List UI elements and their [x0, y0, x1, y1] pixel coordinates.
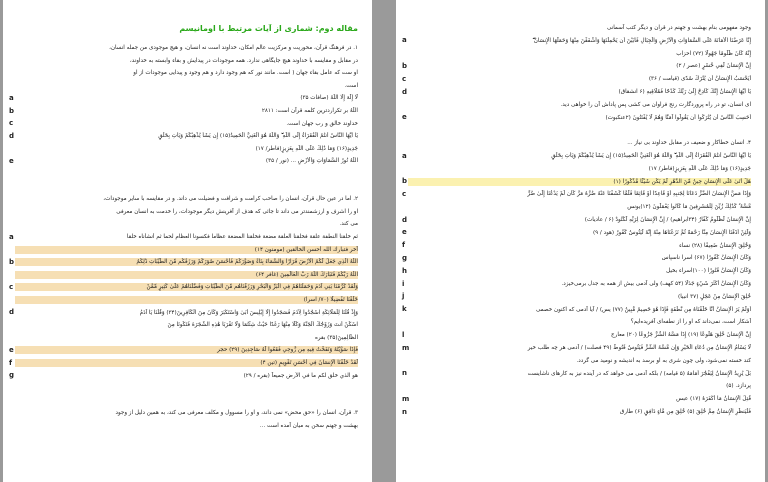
text-line: بَلْ يُرِيدُ الْإِنسَانُ لِيَفْجُرَ أَمَامَهُ (۵ قیامه) / بلکه آدمی می خواهد که در آینده نیز به کارهای ناشایست [527, 370, 751, 377]
text-line: اسْكُنْ أَنتَ وَزَوْجُكَ الْجَنَّةَ وَكُلَا مِنْهَا رَغَدًا حَيْثُ شِئْتُمَا وَلَا تَقْرَبَا هَٰذِهِ الشَّجَرَةَ فَتَكُونَا مِنَ [167, 322, 358, 329]
text-line: آشکار است، نمی‌داند که او را از نطفه‌ای آفریده‌ایم؟ [630, 319, 751, 326]
text-line: فَلْيَنظُرِ الْإِنسَانُ مِمَّ خُلِقَ (۵) خُلِقَ مِن مَّاءٍ دَافِقٍ (۶) طارق [619, 409, 751, 415]
list-marker: d [402, 215, 408, 224]
list-marker: a [402, 36, 407, 45]
text-line: اللَّهُ الَّذِي جَعَلَ لَكُمُ الْأَرْضَ قَرَارًا وَالسَّمَاءَ بِنَاءً وَصَوَّرَكُمْ فَأَحْسَنَ صُوَرَكُمْ وَرَزَقَكُم مِّنَ الطَّيِّبَاتِ ذَٰلِكُمُ [15, 258, 358, 266]
text-line: لَا يَسْأَمُ الْإِنسَانُ مِن دُعَاءِ الْخَيْرِ وَإِن مَّسَّهُ الشَّرُّ فَيَئُوسٌ قَنُوطٌ (۴۹ فصلت) / آدمی هر چه طلب خیر [527, 345, 751, 351]
text-line: لَا إِلَٰهَ إِلَّا اللَّهُ (صافات ۳۵) [300, 95, 358, 102]
text-line: وَكَانَ الْإِنسَانُ أَكْثَرَ شَيْءٍ جَدَلًا (۵۴ کهف) ولی آدمی بیش از همه به جدل برمی‌خیزد. [561, 281, 751, 287]
text-line: أَوَلَمْ يَرَ الْإِنسَانُ أَنَّا خَلَقْنَاهُ مِن نُّطْفَةٍ فَإِذَا هُوَ خَصِيمٌ مُّبِينٌ (۷۷) یس) / آیا آدمی که اکنون خصمی [536, 306, 751, 313]
list-marker: k [402, 305, 407, 314]
list-marker: d [9, 308, 15, 317]
list-marker: i [402, 279, 405, 288]
text-line: وَخُلِقَ الْإِنسَانُ ضَعِيفًا (۲۸) نساء [679, 242, 751, 249]
list-marker: a [9, 93, 14, 102]
list-marker: e [402, 228, 407, 237]
text-line: إِنَّا عَرَضْنَا الْأَمَانَةَ عَلَى السَّمَاوَاتِ وَالْأَرْضِ وَالْجِبَالِ فَأَبَيْنَ أَن يَحْمِلْنَهَا وَأَشْفَقْنَ مِنْهَا وَحَمَلَهَا الْإِنسَانُ ۖ [532, 37, 751, 44]
list-marker: c [9, 282, 14, 291]
list-marker: j [402, 292, 405, 301]
text-line: پردازد. (۵) [726, 383, 751, 390]
text-line: بهشت و جهنم سخن به میان آمده است ... [259, 423, 358, 429]
list-marker: g [9, 371, 15, 380]
text-line: إِنَّ الْإِنسَانَ خُلِقَ هَلُوعًا (۱۹) إِذَا مَسَّهُ الشَّرُّ جَزُوعًا (۲۰) معارج [611, 332, 751, 339]
text-line: فَإِذَا سَوَّيْتُهُ وَنَفَخْتُ فِيهِ مِن رُّوحِي فَقَعُوا لَهُ سَاجِدِينَ (۲۹) حجر [15, 346, 358, 354]
list-marker: n [402, 407, 407, 416]
text-line: إِنَّ الْإِنسَانَ لَفِي خُسْرٍ (عصر / ۲) [676, 63, 751, 70]
text-line: يَا أَيُّهَا الْإِنسَانُ إِنَّكَ كَادِحٌ إِلَىٰ رَبِّكَ كَدْحًا فَمُلَاقِيهِ (۶ انشقاق) [618, 89, 751, 95]
text-line: جَدِيدٍ(۱۶) وَمَا ذَٰلِكَ عَلَى اللَّهِ بِعَزِيزٍ(فاطر/ ۱۷) [255, 145, 358, 152]
list-marker: b [9, 257, 15, 266]
text-line: وَإِذْ قُلْنَا لِلْمَلَائِكَةِ اسْجُدُوا لِآدَمَ فَسَجَدُوا إِلَّا إِبْلِيسَ أَبَىٰ وَاسْتَكْبَرَ وَكَانَ مِنَ الْكَافِرِينَ(۳۴) وَقُلْنَا يَا آدَمُ [139, 309, 358, 316]
right-page [396, 0, 765, 482]
list-marker: m [402, 394, 410, 403]
list-marker: l [402, 330, 405, 339]
list-marker: a [9, 232, 14, 241]
text-line: هو الذي خلق لكم ما في الأرض جميعاً (بقره / ۲۹) [243, 372, 358, 379]
list-marker: c [402, 74, 407, 83]
text-line: اللَّهُ رَبُّكُمْ فَتَبَارَكَ اللَّهُ رَبُّ الْعَالَمِينَ (غافر ۶۴) [15, 271, 358, 279]
list-marker: e [9, 345, 14, 354]
text-line: در مقابل و مقایسه با خداوند هیچ جایگاهی ندارد. همه موجودات در پیدایش و بقاء وابسته به خداوند، [129, 57, 358, 64]
list-marker: g [402, 253, 408, 262]
text-line: وَإِذَا مَسَّ الْإِنسَانَ الضُّرُّ دَعَانَا لِجَنبِهِ أَوْ قَاعِدًا أَوْ قَائِمًا فَلَمَّا كَشَفْنَا عَنْهُ ضُرَّهُ مَرَّ كَأَن لَّمْ يَدْعُنَا إِلَىٰ ضُرٍّ [527, 191, 751, 198]
list-marker: d [9, 131, 15, 140]
text-line: لَقَدْ خَلَقْنَا الْإِنسَانَ فِي أَحْسَنِ تَقْوِيمٍ (تین ۴) [15, 359, 358, 367]
text-line: می کند. [339, 221, 358, 228]
list-marker: a [402, 151, 407, 160]
text-line: اللَّهُ نُورُ السَّمَاوَاتِ وَالْأَرْضِ ... (نور / ۳۵) [265, 158, 358, 165]
text-line: وَلَقَدْ كَرَّمْنَا بَنِي آدَمَ وَحَمَلْنَاهُمْ فِي الْبَرِّ وَالْبَحْرِ وَرَزَقْنَاهُم مِّنَ الطَّيِّبَاتِ وَفَضَّلْنَاهُمْ عَلَىٰ كَثِيرٍ مِّمَّنْ [15, 283, 358, 291]
list-marker: h [402, 266, 407, 275]
text-line: هَلْ أَتَىٰ عَلَى الْإِنسَانِ حِينٌ مِّنَ الدَّهْرِ لَمْ يَكُن شَيْئًا مَّذْكُورًا (۱) [408, 178, 751, 186]
list-marker: b [402, 61, 408, 70]
list-marker: e [402, 113, 407, 122]
list-marker: b [402, 177, 408, 186]
text-line: جَدِيدٍ(۱۶) وَمَا ذَٰلِكَ عَلَى اللَّهِ بِعَزِيزٍ(فاطر/ ۱۷) [648, 165, 751, 172]
article-title: مقاله دوم: شماری از آیات مرتبط با اومانیسم [179, 24, 358, 33]
list-marker: b [9, 106, 15, 115]
text-line: أَيَحْسَبُ الْإِنسَانُ أَن يُتْرَكَ سُدًى (قیامت / ۳۶) [648, 76, 751, 83]
text-line: ۲. اما در عین حال قرآن، انسان را صاحب کرامت و شرافت و فضیلت می داند. و در مقایسه با سایر موجودات، [103, 196, 358, 203]
text-line: الظَّالِمِينَ(۳۵) بقره [314, 334, 358, 341]
text-line: ۱. در فرهنگ قرآن، محوریت و مرکزیت عالم امکان، خداوند است نه انسان، و هیچ موجودی من جمله انسان، [109, 45, 358, 51]
text-line: او را اشرف و ارزشمندتر می داند تا جائی که هدف از آفرینش دیگر موجودات، را خدمت به انسان معرفی [116, 208, 358, 215]
list-marker: c [9, 119, 14, 128]
text-line: قُتِلَ الْإِنسَانُ مَا أَكْفَرَهُ (۱۷) عبس [676, 396, 751, 403]
text-line: ای انسان، تو در راه پروردگارت رنج فراوان می کشی پس پاداش آن را خواهی دید. [560, 101, 751, 108]
list-marker: d [402, 87, 408, 96]
text-line: يَا أَيُّهَا النَّاسُ أَنتُمُ الْفُقَرَاءُ إِلَى اللَّهِ ۖ وَاللَّهُ هُوَ الْغَنِيُّ الْحَمِيدُ(۱۵) إِن يَشَأْ يُذْهِبْكُمْ وَيَأْتِ بِخَلْقٍ [158, 133, 358, 140]
text-line: خداوند خالق و رب جهان است. [286, 120, 358, 127]
text-line: آخر فتبارك الله أحسن الخالقين (مومنون ۱۴) [15, 246, 358, 254]
text-line: يَا أَيُّهَا النَّاسُ أَنتُمُ الْفُقَرَاءُ إِلَى اللَّهِ ۖ وَاللَّهُ هُوَ الْغَنِيُّ الْحَمِيدُ(۱۵) إِن يَشَأْ يُذْهِبْكُمْ وَيَأْتِ بِخَلْقٍ [551, 153, 751, 159]
text-line: وَكَانَ الْإِنسَانُ قَتُورًا (۱۰۰)اسراء بخیل [666, 268, 751, 275]
text-line: خُلِقَ الْإِنسَانُ مِنْ عَجَلٍ (۳۷ انبیا) [678, 293, 751, 300]
text-line: ۴. انسان خطاکار و ضعیف در مقابل خداوند بی نیاز ... [627, 140, 751, 147]
list-marker: e [9, 156, 14, 165]
text-line: است. [344, 82, 358, 89]
text-line: أَحَسِبَ النَّاسُ أَن يُتْرَكُوا أَن يَقُولُوا آمَنَّا وَهُمْ لَا يُفْتَنُونَ (۲عنكبوت) [605, 114, 751, 121]
text-line: ثم خلقنا النطفة علقة فخلقنا العلقة مضغة فخلقنا المضغة عظاما فكسونا العظام لحما ثم أنشأناه خلقا [126, 234, 358, 240]
text-line: وَكَانَ الْإِنسَانُ كَفُورًا (۶۷) اسرا ناسپاس [661, 255, 751, 262]
text-line: وجود مفهومی بنام بهشت و جهنم در قران و دیگر کتب آسمانی [606, 25, 751, 31]
list-marker: m [402, 343, 410, 352]
text-line: ۳. قرآن، انسان را «حق محض» نمی داند، و او را مسوول و مکلف معرفی می کند، به همین دلیل از وجود [115, 410, 358, 417]
left-page [3, 0, 372, 482]
list-marker: c [402, 189, 407, 198]
list-marker: f [402, 241, 406, 250]
text-line: کند خسته نمی‌شود، ولی چون شری به او برسد به اندیشه و نومید می گردد. [576, 357, 751, 364]
list-marker: n [402, 369, 407, 378]
text-line: خَلَقْنَا تَفْضِيلًا (۷۰/ اسرا) [15, 296, 358, 304]
text-line: او ست که عامل بقاء جهان ( است. مانند نور که هم وجود دارد و هم وجود و پیدایی موجودات از او [133, 70, 358, 77]
text-line: إِنَّ الْإِنسَانَ لَظَلُومٌ كَفَّارٌ (۳۴ابراهیم) / إِنَّ الْإِنسَانَ لِرَبِّهِ لَكَنُودٌ (۶ / عادیات) [584, 217, 751, 223]
list-marker: f [9, 358, 13, 367]
text-line: إِنَّهُ كَانَ ظَلُومًا جَهُولًا (۷۲) احزاب [676, 50, 751, 57]
text-line: مَّسَّهُ ۚ كَذَٰلِكَ زُيِّنَ لِلْمُسْرِفِينَ مَا كَانُوا يَعْمَلُونَ (۱۲)یونس [627, 204, 751, 211]
text-line: اللَّهُ بر تکراردترین کلمه قرآن است: ۲۸۱۱ [261, 108, 358, 114]
text-line: وَلَئِنْ أَذَقْنَا الْإِنسَانَ مِنَّا رَحْمَةً ثُمَّ نَزَعْنَاهَا مِنْهُ إِنَّهُ لَيَئُوسٌ كَفُورٌ (هود / ۹) [592, 229, 751, 236]
